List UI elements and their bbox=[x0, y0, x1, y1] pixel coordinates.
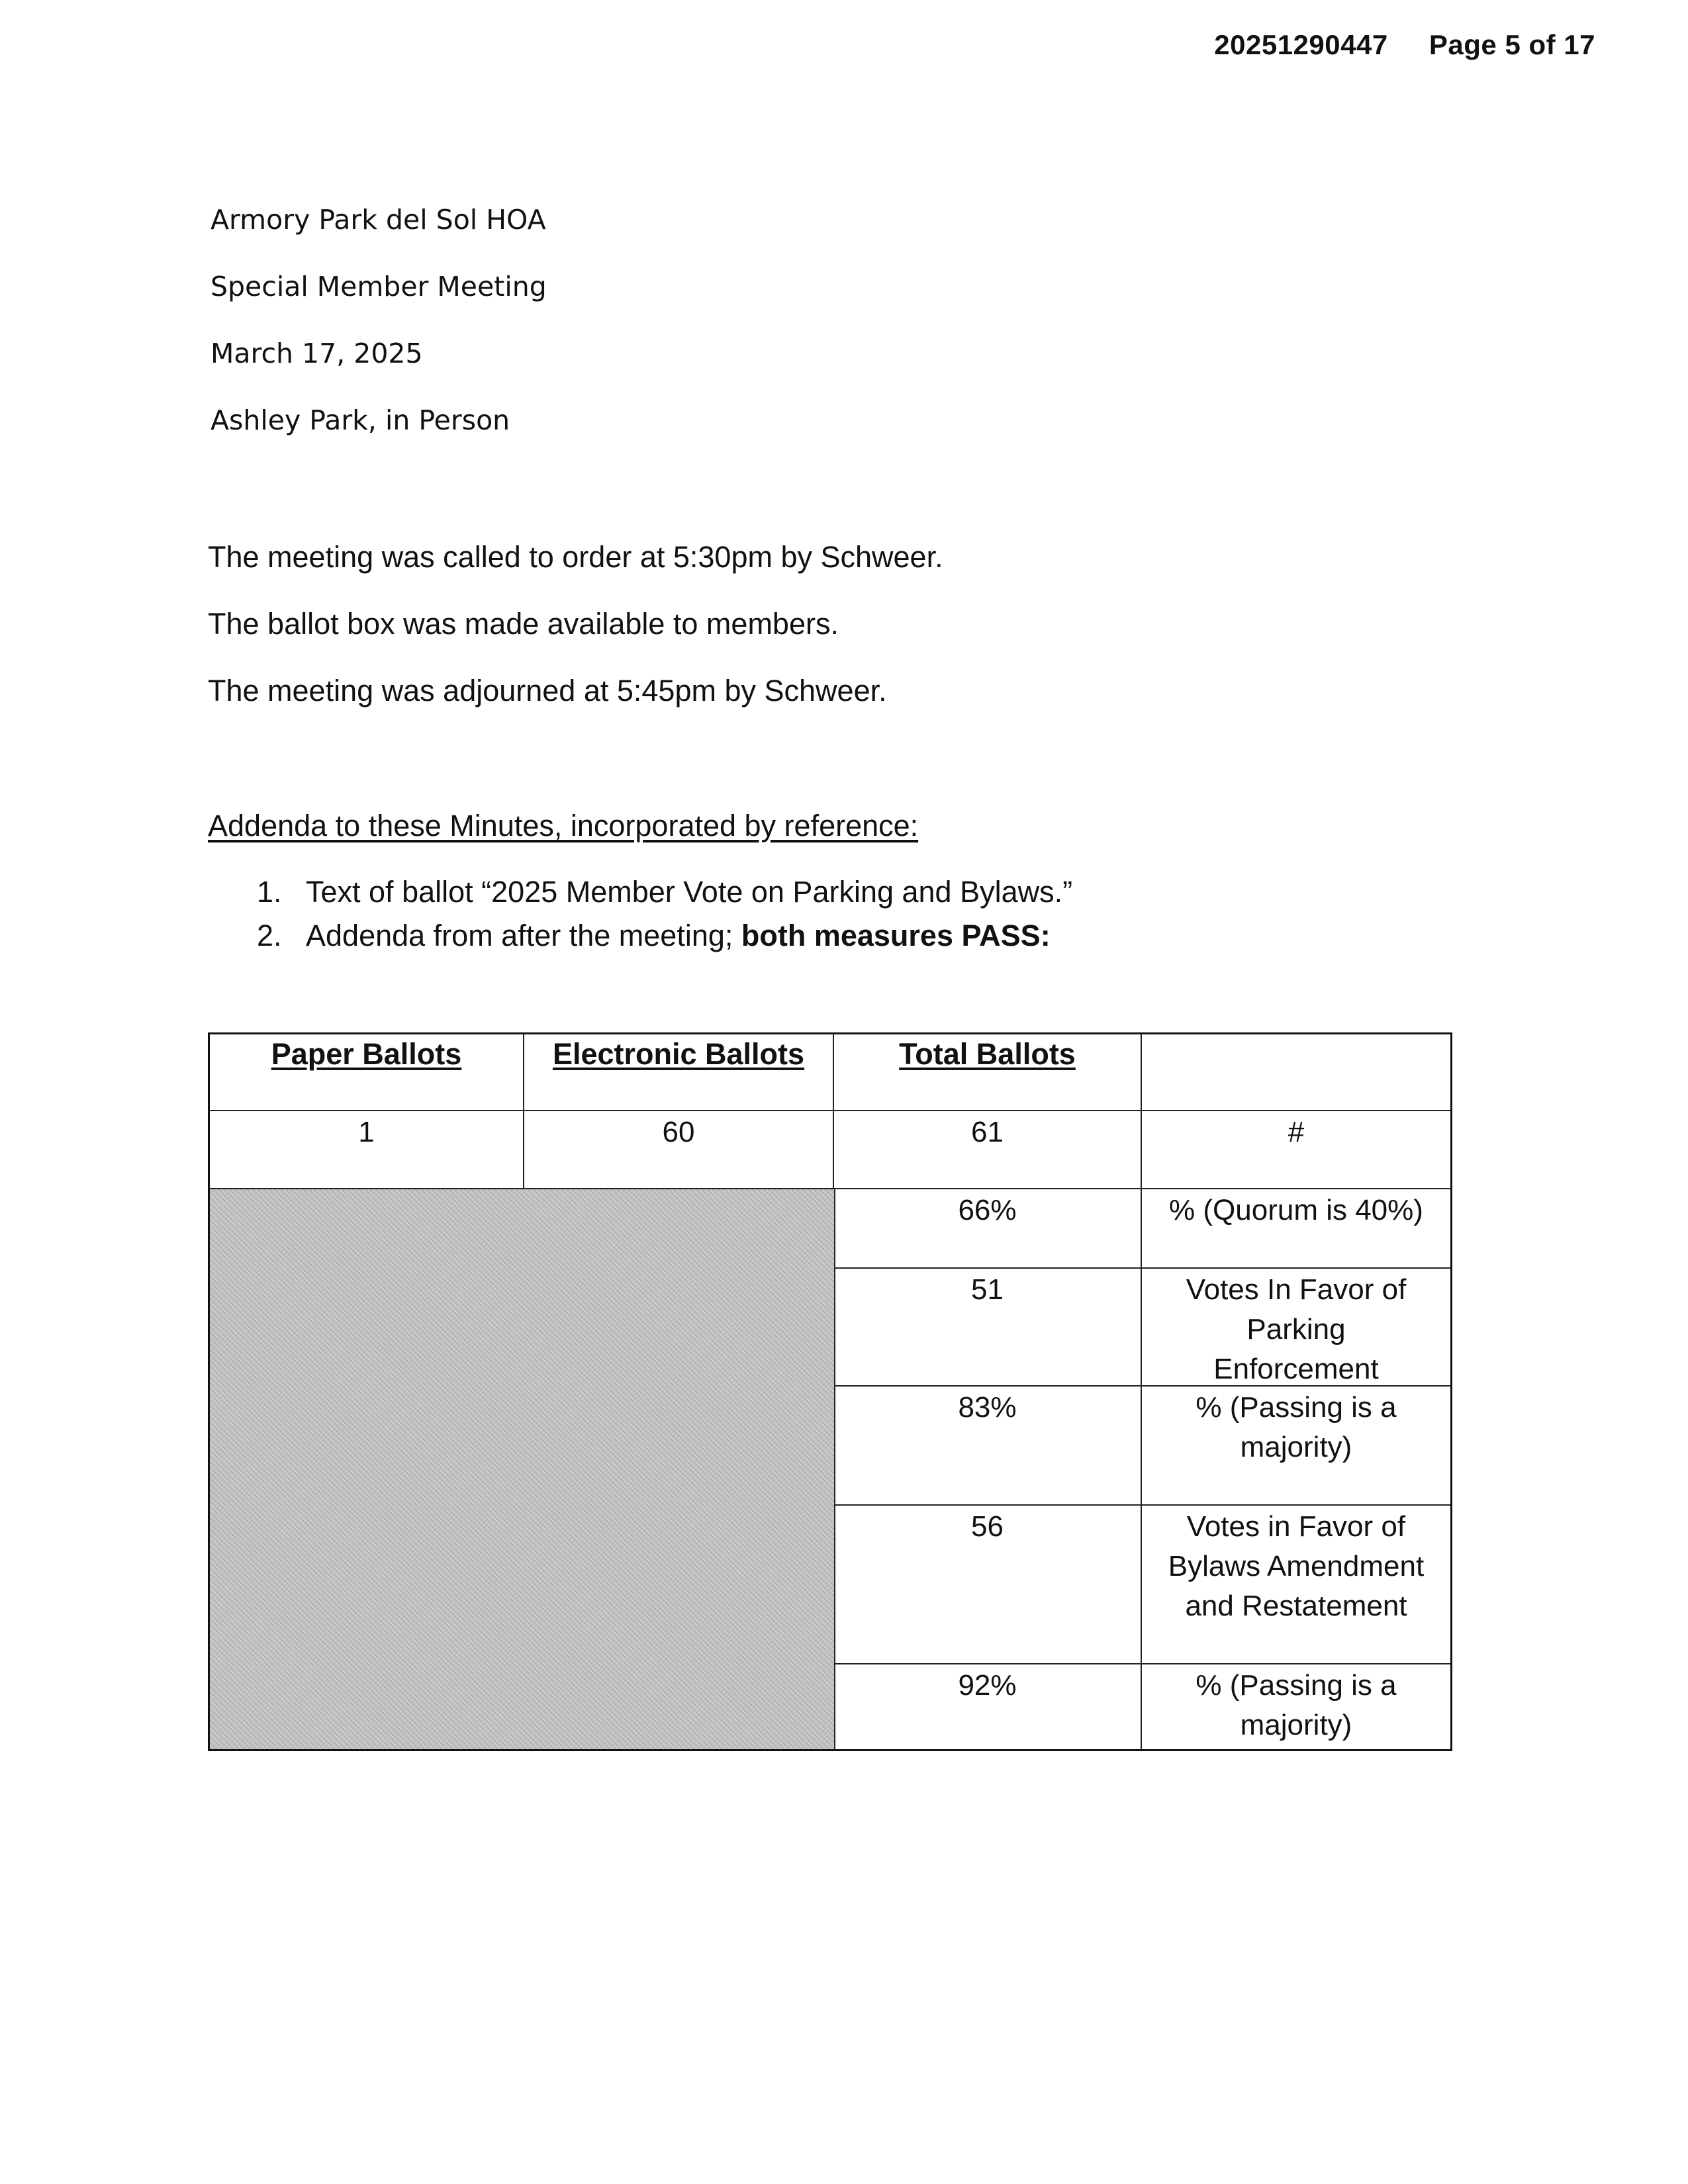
redacted-area bbox=[210, 1189, 835, 1749]
header-total-ballots: Total Ballots bbox=[834, 1034, 1142, 1111]
list-text: Addenda from after the meeting; bbox=[306, 919, 741, 952]
result-value: 66% bbox=[834, 1189, 1142, 1269]
header-paper-ballots: Paper Ballots bbox=[210, 1034, 524, 1111]
count-paper: 1 bbox=[210, 1111, 524, 1189]
meeting-type: Special Member Meeting bbox=[211, 271, 547, 302]
header-electronic-ballots: Electronic Ballots bbox=[524, 1034, 834, 1111]
result-label: Votes in Favor of Bylaws Amendment and Restatement bbox=[1142, 1506, 1450, 1664]
result-value: 92% bbox=[834, 1664, 1142, 1749]
list-text: Text of ballot “2025 Member Vote on Parking and Bylaws.” bbox=[306, 875, 1073, 909]
result-value: 51 bbox=[834, 1269, 1142, 1387]
document-header bbox=[1181, 29, 1595, 61]
result-value: 56 bbox=[834, 1506, 1142, 1664]
list-item bbox=[257, 875, 1072, 919]
result-label: % (Quorum is 40%) bbox=[1142, 1189, 1450, 1269]
result-label: % (Passing is a majority) bbox=[1196, 1669, 1397, 1741]
list-number: 1. bbox=[257, 875, 282, 909]
page-indicator: Page 5 of 17 bbox=[1429, 29, 1595, 60]
organization-name: Armory Park del Sol HOA bbox=[211, 204, 546, 236]
minutes-line: The meeting was adjourned at 5:45pm by Schweer. bbox=[208, 674, 887, 707]
minutes-line: The meeting was called to order at 5:30pm by Schweer. bbox=[208, 540, 943, 574]
count-total: 61 bbox=[834, 1111, 1142, 1189]
header-empty bbox=[1142, 1034, 1450, 1111]
count-label: # bbox=[1142, 1111, 1450, 1189]
list-number: 2. bbox=[257, 919, 282, 952]
meeting-date: March 17, 2025 bbox=[211, 338, 423, 369]
ballot-results-table bbox=[208, 1032, 1452, 1751]
list-bold-text: both measures PASS: bbox=[741, 919, 1051, 952]
meeting-location: Ashley Park, in Person bbox=[211, 404, 510, 436]
list-item bbox=[257, 919, 1072, 962]
count-electronic: 60 bbox=[524, 1111, 834, 1189]
addenda-heading: Addenda to these Minutes, incorporated by reference: bbox=[208, 809, 919, 842]
result-value: 83% bbox=[834, 1387, 1142, 1506]
minutes-line: The ballot box was made available to members. bbox=[208, 607, 839, 641]
addenda-list bbox=[257, 875, 1072, 962]
document-number: 20251290447 bbox=[1214, 29, 1388, 60]
result-label: Votes In Favor of Parking Enforcement bbox=[1142, 1269, 1450, 1387]
result-label: % (Passing is a majority) bbox=[1142, 1387, 1450, 1506]
